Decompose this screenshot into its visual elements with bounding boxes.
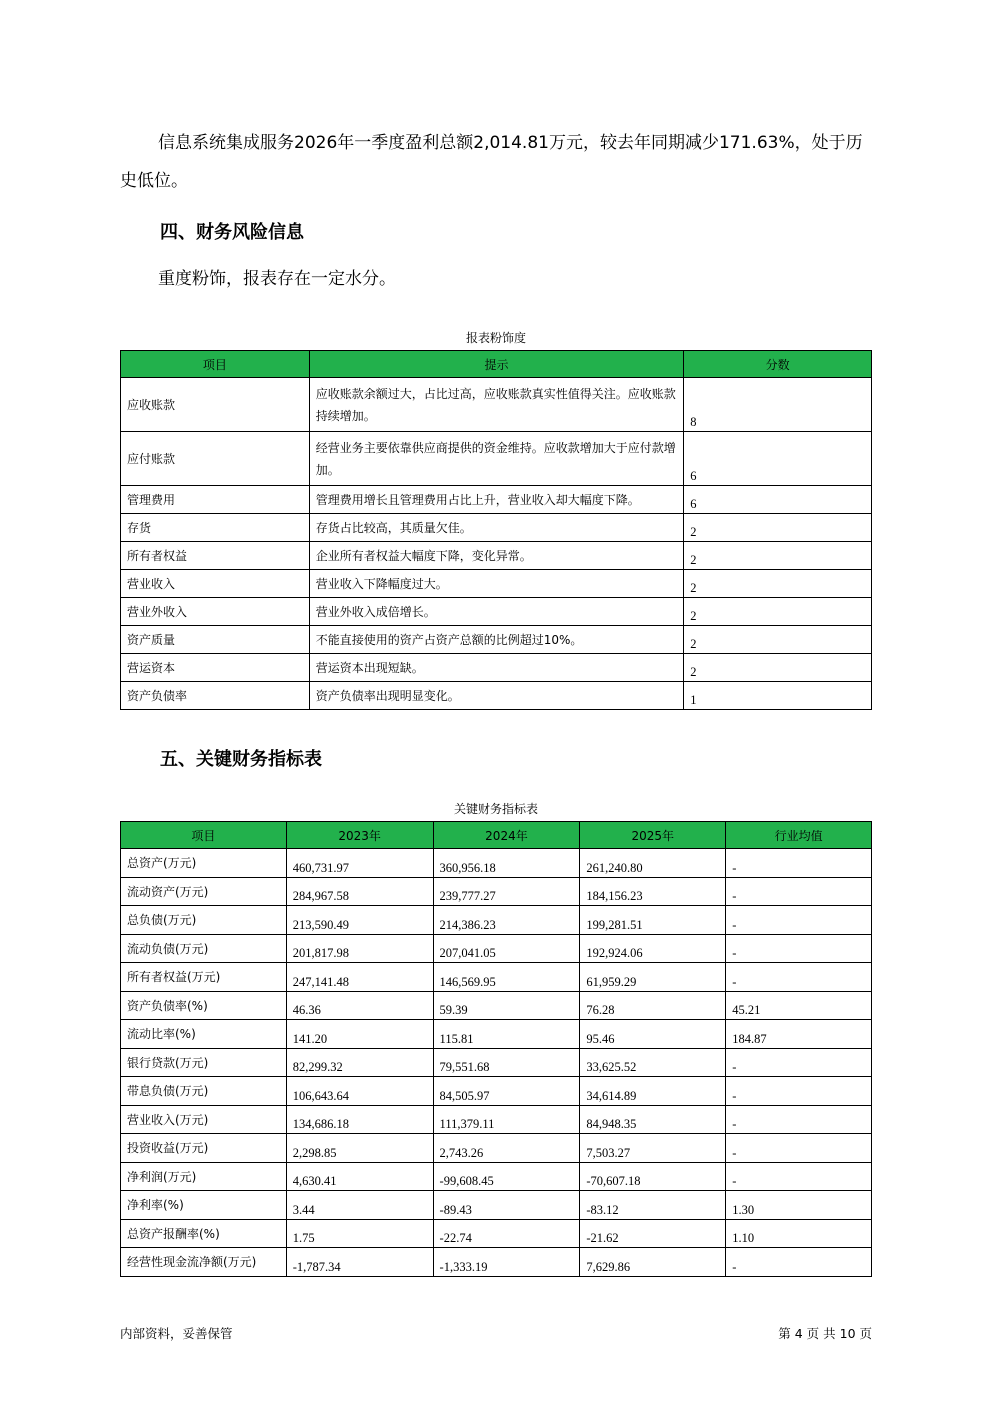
risk-item-cell: 应付账款 xyxy=(121,432,310,486)
kpi-item-cell: 总负债(万元) xyxy=(121,906,287,935)
header-item: 项目 xyxy=(121,822,287,849)
kpi-avg-cell: 1.30 xyxy=(726,1191,872,1220)
table-row xyxy=(121,570,872,598)
kpi-2024-cell: 207,041.05 xyxy=(433,934,580,963)
kpi-2023-cell: 46.36 xyxy=(286,991,433,1020)
risk-item-cell: 营运资本 xyxy=(121,654,310,682)
risk-score-cell: 6 xyxy=(684,486,872,514)
risk-summary-text: 重度粉饰，报表存在一定水分。 xyxy=(158,269,396,289)
table-row xyxy=(121,378,872,432)
kpi-item-cell: 流动资产(万元) xyxy=(121,877,287,906)
kpi-2025-cell: 84,948.35 xyxy=(580,1105,726,1134)
kpi-2023-cell: 284,967.58 xyxy=(286,877,433,906)
kpi-2024-cell: 239,777.27 xyxy=(433,877,580,906)
kpi-avg-cell: - xyxy=(726,1048,872,1077)
table-row xyxy=(121,486,872,514)
kpi-avg-cell: 45.21 xyxy=(726,991,872,1020)
kpi-2025-cell: 7,629.86 xyxy=(580,1248,726,1277)
risk-score-cell: 2 xyxy=(684,598,872,626)
kpi-item-cell: 流动比率(%) xyxy=(121,1020,287,1049)
header-industry-avg: 行业均值 xyxy=(726,822,872,849)
kpi-avg-cell: - xyxy=(726,1162,872,1191)
risk-table xyxy=(120,350,872,710)
kpi-2023-cell: -1,787.34 xyxy=(286,1248,433,1277)
kpi-2025-cell: 192,924.06 xyxy=(580,934,726,963)
risk-score-cell: 2 xyxy=(684,542,872,570)
table-row xyxy=(121,963,872,992)
header-2023: 2023年 xyxy=(286,822,433,849)
risk-hint-cell: 不能直接使用的资产占资产总额的比例超过10%。 xyxy=(309,626,684,654)
kpi-2023-cell: 201,817.98 xyxy=(286,934,433,963)
kpi-item-cell: 净利率(%) xyxy=(121,1191,287,1220)
table-row xyxy=(121,626,872,654)
kpi-avg-cell: - xyxy=(726,1105,872,1134)
kpi-2025-cell: 76.28 xyxy=(580,991,726,1020)
risk-hint-cell: 营运资本出现短缺。 xyxy=(309,654,684,682)
risk-hint-cell: 营业外收入成倍增长。 xyxy=(309,598,684,626)
risk-item-cell: 存货 xyxy=(121,514,310,542)
table-row xyxy=(121,542,872,570)
risk-score-cell: 2 xyxy=(684,626,872,654)
kpi-avg-cell: - xyxy=(726,849,872,878)
kpi-2024-cell: 79,551.68 xyxy=(433,1048,580,1077)
kpi-2025-cell: 34,614.89 xyxy=(580,1077,726,1106)
kpi-2024-cell: -22.74 xyxy=(433,1219,580,1248)
kpi-2024-cell: 59.39 xyxy=(433,991,580,1020)
kpi-2024-cell: 111,379.11 xyxy=(433,1105,580,1134)
risk-item-cell: 所有者权益 xyxy=(121,542,310,570)
table-row xyxy=(121,934,872,963)
risk-hint-cell: 企业所有者权益大幅度下降，变化异常。 xyxy=(309,542,684,570)
risk-item-cell: 资产负债率 xyxy=(121,682,310,710)
kpi-item-cell: 所有者权益(万元) xyxy=(121,963,287,992)
kpi-2023-cell: 134,686.18 xyxy=(286,1105,433,1134)
kpi-2024-cell: -99,608.45 xyxy=(433,1162,580,1191)
kpi-2023-cell: 1.75 xyxy=(286,1219,433,1248)
table-row xyxy=(121,906,872,935)
kpi-table-title: 关键财务指标表 xyxy=(453,802,538,816)
kpi-2023-cell: 141.20 xyxy=(286,1020,433,1049)
kpi-2023-cell: 213,590.49 xyxy=(286,906,433,935)
risk-hint-cell: 应收账款余额过大，占比过高，应收账款真实性值得关注。应收账款持续增加。 xyxy=(309,378,684,432)
kpi-2024-cell: 84,505.97 xyxy=(433,1077,580,1106)
header-2024: 2024年 xyxy=(433,822,580,849)
table-row xyxy=(121,1162,872,1191)
kpi-2024-cell: 146,569.95 xyxy=(433,963,580,992)
table-row xyxy=(121,1105,872,1134)
kpi-2025-cell: 184,156.23 xyxy=(580,877,726,906)
table-row xyxy=(121,1020,872,1049)
header-score: 分数 xyxy=(684,351,872,378)
kpi-item-cell: 银行贷款(万元) xyxy=(121,1048,287,1077)
table-row xyxy=(121,514,872,542)
risk-hint-cell: 存货占比较高，其质量欠佳。 xyxy=(309,514,684,542)
risk-hint-cell: 管理费用增长且管理费用占比上升，营业收入却大幅度下降。 xyxy=(309,486,684,514)
kpi-2024-cell: -1,333.19 xyxy=(433,1248,580,1277)
kpi-avg-cell: - xyxy=(726,934,872,963)
kpi-avg-cell: 184.87 xyxy=(726,1020,872,1049)
kpi-2024-cell: 360,956.18 xyxy=(433,849,580,878)
kpi-2024-cell: -89.43 xyxy=(433,1191,580,1220)
footer-page-number: 第 4 页 共 10 页 xyxy=(778,1326,872,1341)
table-row xyxy=(121,1219,872,1248)
kpi-2025-cell: 95.46 xyxy=(580,1020,726,1049)
risk-score-cell: 1 xyxy=(684,682,872,710)
kpi-2025-cell: -21.62 xyxy=(580,1219,726,1248)
kpi-2023-cell: 247,141.48 xyxy=(286,963,433,992)
kpi-2025-cell: 33,625.52 xyxy=(580,1048,726,1077)
intro-paragraph-text: 信息系统集成服务2026年一季度盈利总额2,014.81万元，较去年同期减少171.63%，处于历史低位。 xyxy=(120,133,863,191)
risk-item-cell: 管理费用 xyxy=(121,486,310,514)
risk-score-cell: 6 xyxy=(684,432,872,486)
risk-score-cell: 2 xyxy=(684,514,872,542)
kpi-avg-cell: - xyxy=(726,1077,872,1106)
kpi-2025-cell: 61,959.29 xyxy=(580,963,726,992)
kpi-2023-cell: 106,643.64 xyxy=(286,1077,433,1106)
kpi-avg-cell: 1.10 xyxy=(726,1219,872,1248)
kpi-table-header xyxy=(121,822,872,849)
kpi-item-cell: 总资产报酬率(%) xyxy=(121,1219,287,1248)
intro-paragraph xyxy=(120,124,872,200)
table-row xyxy=(121,1077,872,1106)
kpi-avg-cell: - xyxy=(726,877,872,906)
table-row xyxy=(121,432,872,486)
table-row xyxy=(121,1134,872,1163)
table-row xyxy=(121,1248,872,1277)
table-row xyxy=(121,1191,872,1220)
kpi-item-cell: 总资产(万元) xyxy=(121,849,287,878)
risk-table-title: 报表粉饰度 xyxy=(465,331,526,345)
kpi-item-cell: 带息负债(万元) xyxy=(121,1077,287,1106)
kpi-item-cell: 经营性现金流净额(万元) xyxy=(121,1248,287,1277)
section-4-heading: 四、财务风险信息 xyxy=(160,222,304,243)
kpi-table xyxy=(120,821,872,1277)
risk-table-header xyxy=(121,351,872,378)
risk-score-cell: 2 xyxy=(684,654,872,682)
table-row xyxy=(121,849,872,878)
footer-confidential: 内部资料，妥善保管 xyxy=(120,1326,233,1341)
kpi-item-cell: 流动负债(万元) xyxy=(121,934,287,963)
kpi-2023-cell: 460,731.97 xyxy=(286,849,433,878)
table-row xyxy=(121,682,872,710)
kpi-2023-cell: 3.44 xyxy=(286,1191,433,1220)
risk-hint-cell: 资产负债率出现明显变化。 xyxy=(309,682,684,710)
kpi-avg-cell: - xyxy=(726,906,872,935)
kpi-2025-cell: 7,503.27 xyxy=(580,1134,726,1163)
risk-item-cell: 应收账款 xyxy=(121,378,310,432)
risk-item-cell: 营业外收入 xyxy=(121,598,310,626)
table-row xyxy=(121,654,872,682)
kpi-item-cell: 资产负债率(%) xyxy=(121,991,287,1020)
kpi-item-cell: 净利润(万元) xyxy=(121,1162,287,1191)
risk-hint-cell: 营业收入下降幅度过大。 xyxy=(309,570,684,598)
kpi-2024-cell: 214,386.23 xyxy=(433,906,580,935)
risk-item-cell: 营业收入 xyxy=(121,570,310,598)
kpi-avg-cell: - xyxy=(726,963,872,992)
risk-summary xyxy=(120,260,872,298)
risk-item-cell: 资产质量 xyxy=(121,626,310,654)
kpi-2025-cell: -70,607.18 xyxy=(580,1162,726,1191)
kpi-avg-cell: - xyxy=(726,1248,872,1277)
section-5-heading: 五、关键财务指标表 xyxy=(160,749,322,770)
kpi-2025-cell: 199,281.51 xyxy=(580,906,726,935)
table-row xyxy=(121,1048,872,1077)
table-row xyxy=(121,991,872,1020)
risk-score-cell: 2 xyxy=(684,570,872,598)
risk-score-cell: 8 xyxy=(684,378,872,432)
header-item: 项目 xyxy=(121,351,310,378)
kpi-2025-cell: -83.12 xyxy=(580,1191,726,1220)
kpi-2025-cell: 261,240.80 xyxy=(580,849,726,878)
kpi-2023-cell: 4,630.41 xyxy=(286,1162,433,1191)
kpi-item-cell: 营业收入(万元) xyxy=(121,1105,287,1134)
kpi-2023-cell: 2,298.85 xyxy=(286,1134,433,1163)
header-hint: 提示 xyxy=(309,351,684,378)
kpi-2024-cell: 115.81 xyxy=(433,1020,580,1049)
table-row xyxy=(121,877,872,906)
risk-hint-cell: 经营业务主要依靠供应商提供的资金维持。应收款增加大于应付款增加。 xyxy=(309,432,684,486)
kpi-item-cell: 投资收益(万元) xyxy=(121,1134,287,1163)
table-row xyxy=(121,598,872,626)
kpi-2024-cell: 2,743.26 xyxy=(433,1134,580,1163)
kpi-avg-cell: - xyxy=(726,1134,872,1163)
kpi-2023-cell: 82,299.32 xyxy=(286,1048,433,1077)
header-2025: 2025年 xyxy=(580,822,726,849)
